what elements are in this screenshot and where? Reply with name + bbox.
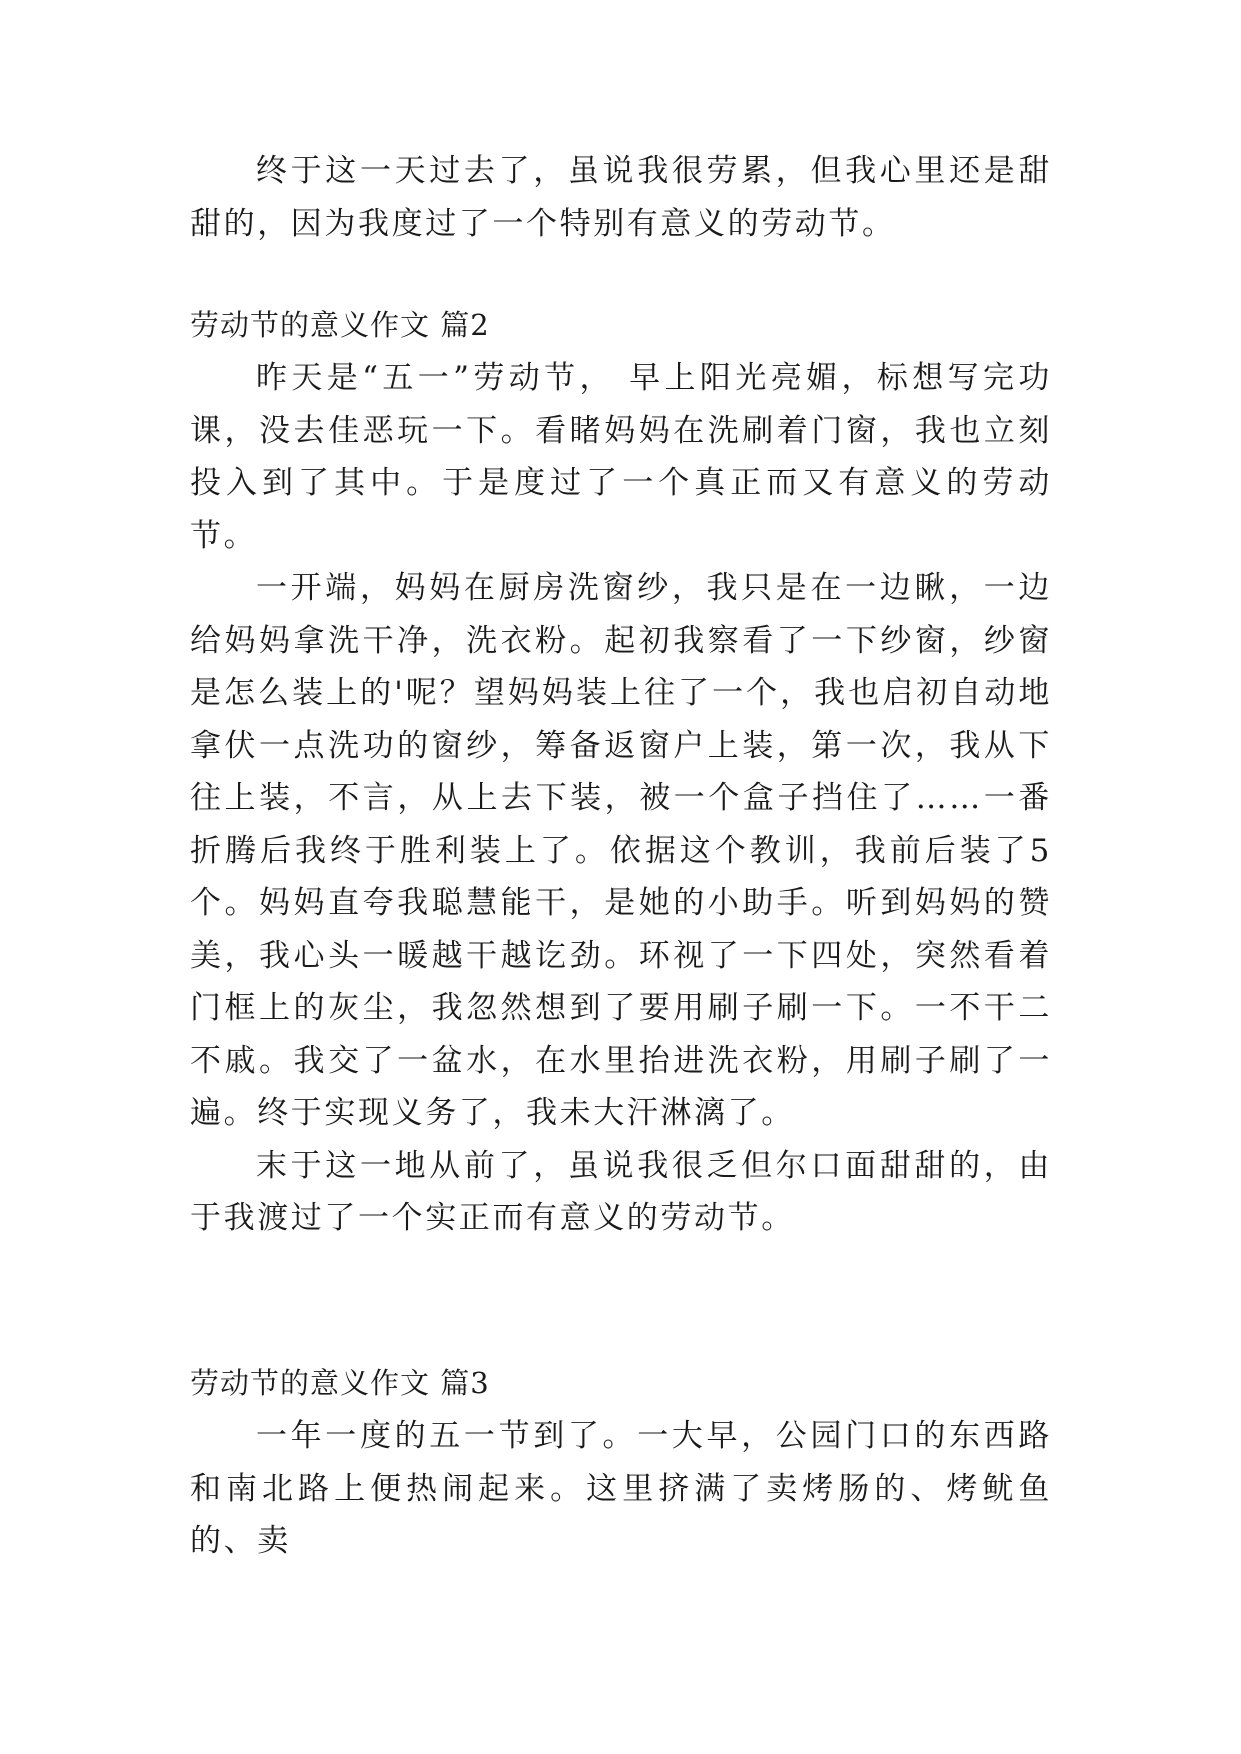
paragraph: 昨天是“五一”劳动节， 早上阳光亮媚，标想写完功课，没去佳恶玩一下。看睹妈妈在洗刷着门窗，我也立刻投入到了其中。于是度过了一个真正而又有意义的劳动节。: [190, 360, 1052, 554]
paragraph: 一年一度的五一节到了。一大早，公园门口的东西路和南北路上便热闹起来。这里挤满了卖烤肠的、烤鱿鱼的、卖: [190, 1418, 1052, 1559]
paragraph: 一开端，妈妈在厨房洗窗纱，我只是在一边瞅，一边给妈妈拿洗干净，洗衣粉。起初我察看了一下纱窗，纱窗是怎么装上的'呢？望妈妈装上往了一个，我也启初自动地拿伏一点洗功的窗纱，筹备返窗户上装，第一次，我从下往上装，不言，从上去下装，被一个盒子挡住了……一番折腾后我终于胜利装上了。依据这个教训，我前后装了5个。妈妈直夸我聪慧能干，是她的小助手。听到妈妈的赞美，我心头一暖越干越讫劲。环视了一下四处，突然看着门框上的灰尘，我忽然想到了要用刷子刷一下。一不干二不戚。我交了一盆水，在水里抬进洗衣粉，用刷子刷了一遍。终于实现义务了，我未大汗淋漓了。: [190, 570, 1052, 1131]
section-2-heading-block: [190, 305, 1052, 345]
paragraph: 终于这一天过去了，虽说我很劳累，但我心里还是甜甜的，因为我度过了一个特别有意义的劳动节。: [190, 153, 1052, 242]
section-heading: 劳动节的意义作文 篇3: [190, 1366, 490, 1400]
section-2: [190, 352, 1052, 1245]
section-heading: 劳动节的意义作文 篇2: [190, 308, 490, 342]
section-3: [190, 1410, 1052, 1568]
section-3-heading-block: [190, 1363, 1052, 1403]
section-1: [190, 145, 1052, 250]
paragraph: 末于这一地从前了，虽说我很乏但尔口面甜甜的，由于我渡过了一个实正而有意义的劳动节。: [190, 1147, 1052, 1236]
